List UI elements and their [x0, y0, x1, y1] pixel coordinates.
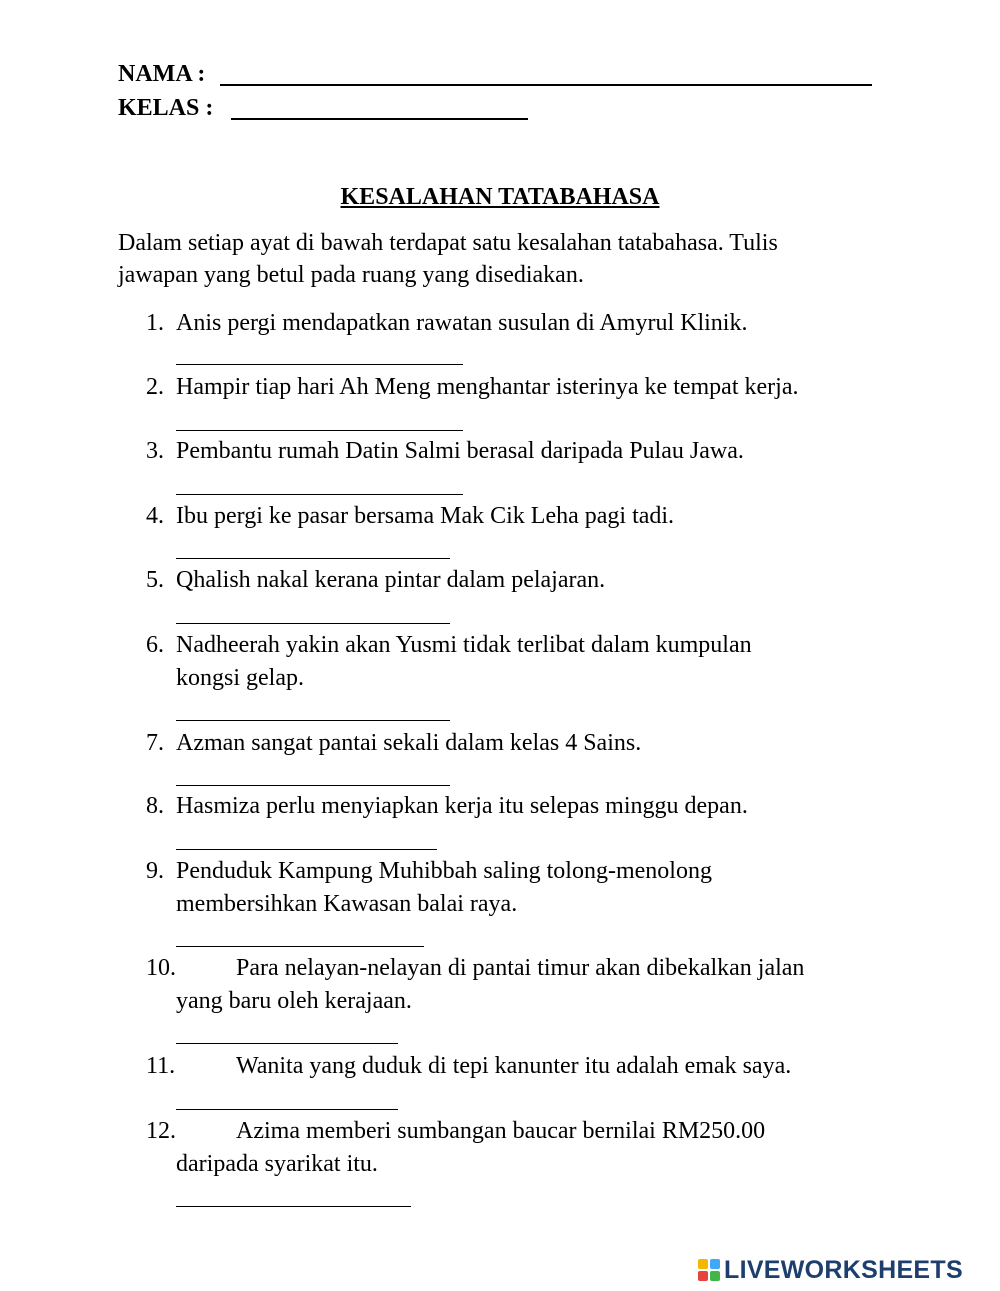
liveworksheets-logo-icon — [698, 1259, 720, 1281]
liveworksheets-brand — [698, 1256, 963, 1284]
answer-field-8[interactable] — [176, 849, 437, 850]
question-number: 2. — [146, 374, 164, 400]
answer-field-5[interactable] — [176, 623, 450, 624]
kelas-label: KELAS : — [118, 95, 214, 121]
worksheet-title: KESALAHAN TATABAHASA — [340, 184, 660, 210]
logo-square — [698, 1259, 708, 1269]
instructions-line-2: jawapan yang betul pada ruang yang disediakan. — [118, 262, 584, 288]
question-text: kongsi gelap. — [176, 665, 304, 691]
nama-label: NAMA : — [118, 61, 206, 87]
answer-field-12[interactable] — [176, 1206, 411, 1207]
question-text: Azima memberi sumbangan baucar bernilai RM250.00 — [236, 1118, 766, 1144]
question-number: 8. — [146, 793, 164, 819]
question-number: 3. — [146, 438, 164, 464]
logo-square — [710, 1271, 720, 1281]
question-text: Hasmiza perlu menyiapkan kerja itu selepas minggu depan. — [176, 793, 748, 819]
question-text: yang baru oleh kerajaan. — [176, 988, 412, 1014]
question-text: Ibu pergi ke pasar bersama Mak Cik Leha pagi tadi. — [176, 503, 675, 529]
question-text: Nadheerah yakin akan Yusmi tidak terlibat dalam kumpulan — [176, 632, 752, 658]
question-text: Azman sangat pantai sekali dalam kelas 4 Sains. — [176, 730, 642, 756]
question-number: 4. — [146, 503, 164, 529]
question-number: 6. — [146, 632, 164, 658]
question-text: Hampir tiap hari Ah Meng menghantar isterinya ke tempat kerja. — [176, 374, 799, 400]
question-text: Penduduk Kampung Muhibbah saling tolong-menolong — [176, 858, 712, 884]
question-number: 12. — [146, 1118, 176, 1144]
logo-square — [710, 1259, 720, 1269]
question-text: Qhalish nakal kerana pintar dalam pelajaran. — [176, 567, 606, 593]
question-text: Para nelayan-nelayan di pantai timur akan dibekalkan jalan — [236, 955, 805, 981]
answer-field-9[interactable] — [176, 946, 424, 947]
question-number: 5. — [146, 567, 164, 593]
question-text: membersihkan Kawasan balai raya. — [176, 891, 518, 917]
answer-field-11[interactable] — [176, 1109, 398, 1110]
question-number: 11. — [146, 1053, 176, 1079]
answer-field-6[interactable] — [176, 720, 450, 721]
answer-field-1[interactable] — [176, 364, 463, 365]
answer-field-7[interactable] — [176, 785, 450, 786]
nama-field[interactable] — [220, 84, 872, 86]
question-text: Pembantu rumah Datin Salmi berasal daripada Pulau Jawa. — [176, 438, 744, 464]
kelas-field[interactable] — [231, 118, 528, 120]
answer-field-10[interactable] — [176, 1043, 398, 1044]
question-number: 10. — [146, 955, 176, 981]
question-text: Anis pergi mendapatkan rawatan susulan di Amyrul Klinik. — [176, 310, 748, 336]
answer-field-3[interactable] — [176, 494, 463, 495]
brand-name: LIVEWORKSHEETS — [724, 1255, 963, 1284]
question-text: Wanita yang duduk di tepi kanunter itu adalah emak saya. — [236, 1053, 792, 1079]
instructions-line-1: Dalam setiap ayat di bawah terdapat satu kesalahan tatabahasa. Tulis — [118, 230, 778, 256]
answer-field-4[interactable] — [176, 558, 450, 559]
question-text: daripada syarikat itu. — [176, 1151, 378, 1177]
question-number: 9. — [146, 858, 164, 884]
question-number: 1. — [146, 310, 164, 336]
question-number: 7. — [146, 730, 164, 756]
answer-field-2[interactable] — [176, 430, 463, 431]
logo-square — [698, 1271, 708, 1281]
